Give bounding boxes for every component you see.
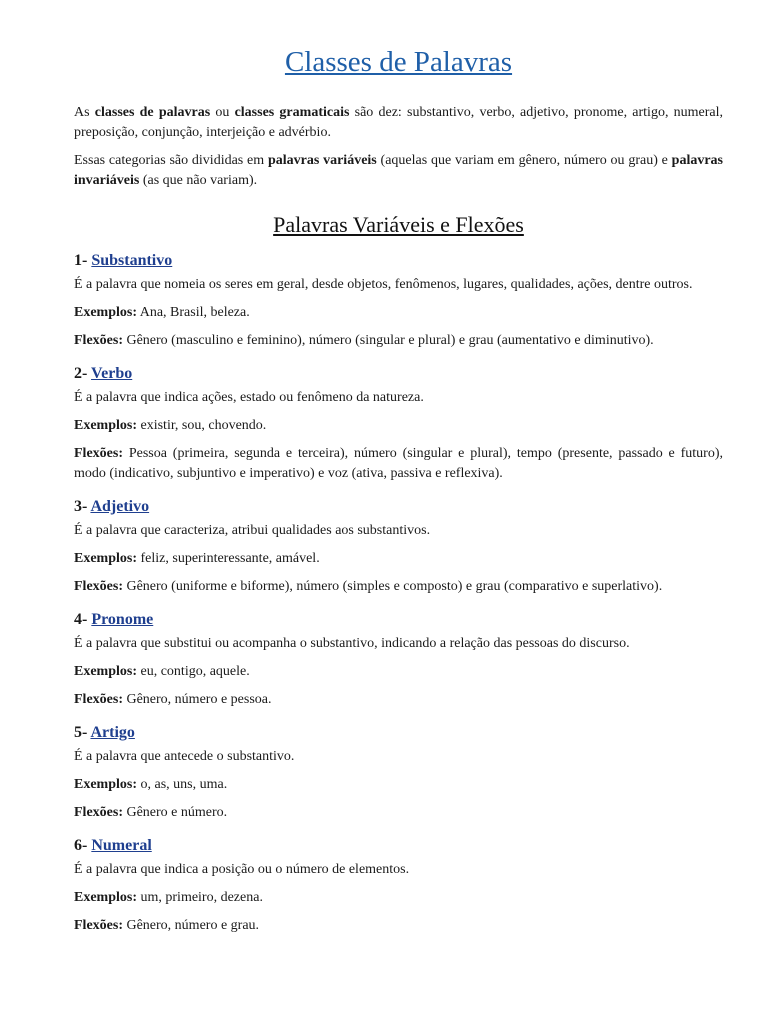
- section-flexions: [74, 803, 723, 823]
- section-examples: [74, 549, 723, 569]
- flexions-label: Flexões:: [74, 918, 123, 933]
- intro-bold-term: classes gramaticais: [234, 105, 350, 120]
- section-number: 2-: [74, 365, 92, 382]
- examples-label: Exemplos:: [74, 305, 137, 320]
- section-number: 1-: [74, 252, 92, 269]
- section-artigo: [74, 722, 723, 823]
- flexions-label: Flexões:: [74, 446, 123, 461]
- section-definition: É a palavra que substitui ou acompanha o substantivo, indicando a relação das pessoas do discurso.: [74, 636, 630, 651]
- examples-text: feliz, superinteressante, amável.: [137, 551, 320, 566]
- section-flexions: [74, 916, 723, 936]
- section-subtitle: Palavras Variáveis e Flexões: [273, 212, 524, 237]
- section-definition: É a palavra que antecede o substantivo.: [74, 749, 295, 764]
- section-definition: É a palavra que indica ações, estado ou fenômeno da natureza.: [74, 390, 424, 405]
- section-heading: [74, 835, 723, 857]
- section-numeral: [74, 835, 723, 936]
- section-heading: [74, 363, 723, 385]
- flexions-text: Gênero e número.: [122, 805, 228, 820]
- examples-label: Exemplos:: [74, 418, 137, 433]
- intro-paragraph-2: [74, 151, 723, 191]
- flexions-label: Flexões:: [74, 692, 123, 707]
- flexions-text: Gênero (uniforme e biforme), número (simples e composto) e grau (comparativo e superlativo).: [122, 579, 663, 594]
- section-examples: [74, 662, 723, 682]
- examples-text: o, as, uns, uma.: [137, 777, 228, 792]
- intro-text: As: [74, 105, 95, 120]
- section-examples: [74, 775, 723, 795]
- section-flexions: [74, 690, 723, 710]
- section-link-artigo[interactable]: Artigo: [90, 724, 135, 741]
- intro-text: Essas categorias são divididas em: [74, 153, 268, 168]
- intro-bold-term: palavras variáveis: [267, 153, 377, 168]
- flexions-text: Gênero, número e pessoa.: [122, 692, 272, 707]
- flexions-label: Flexões:: [74, 805, 123, 820]
- section-heading: [74, 722, 723, 744]
- flexions-text: Gênero (masculino e feminino), número (singular e plural) e grau (aumentativo e diminutivo).: [122, 333, 654, 348]
- intro-text: são dez: substantivo, verbo, adjetivo, pronome, artigo, numeral, preposição, conjunção, interjeição e advérbio.: [74, 105, 724, 140]
- section-link-substantivo[interactable]: Substantivo: [91, 252, 173, 269]
- flexions-label: Flexões:: [74, 333, 123, 348]
- examples-text: existir, sou, chovendo.: [137, 418, 267, 433]
- flexions-label: Flexões:: [74, 579, 123, 594]
- flexions-text: Pessoa (primeira, segunda e terceira), número (singular e plural), tempo (presente, passado e futuro), modo (indicativo, subjuntivo e imperativo) e voz (ativa, passiva e reflexiva).: [74, 446, 723, 481]
- examples-label: Exemplos:: [74, 664, 137, 679]
- section-adjetivo: [74, 496, 723, 597]
- flexions-text: Gênero, número e grau.: [122, 918, 260, 933]
- page-title: [74, 0, 723, 80]
- intro-paragraph-1: [74, 103, 723, 143]
- examples-label: Exemplos:: [74, 777, 137, 792]
- section-flexions: [74, 577, 723, 597]
- examples-text: eu, contigo, aquele.: [137, 664, 250, 679]
- examples-text: Ana, Brasil, beleza.: [137, 305, 250, 320]
- section-link-pronome[interactable]: Pronome: [91, 611, 154, 628]
- section-link-numeral[interactable]: Numeral: [91, 837, 152, 854]
- intro-text: (aquelas que variam em gênero, número ou grau) e: [376, 153, 672, 168]
- intro-bold-term: palavras invariáveis: [74, 153, 724, 188]
- examples-text: um, primeiro, dezena.: [137, 890, 263, 905]
- intro-text: ou: [210, 105, 235, 120]
- section-examples: [74, 888, 723, 908]
- title-link[interactable]: Classes de Palavras: [284, 46, 513, 78]
- section-substantivo: [74, 250, 723, 351]
- section-definition: É a palavra que caracteriza, atribui qualidades aos substantivos.: [74, 523, 431, 538]
- section-number: 6-: [74, 837, 92, 854]
- section-flexions: [74, 331, 723, 351]
- section-pronome: [74, 609, 723, 710]
- section-flexions: [74, 444, 723, 484]
- section-number: 5-: [74, 724, 91, 741]
- examples-label: Exemplos:: [74, 890, 137, 905]
- section-number: 4-: [74, 611, 92, 628]
- section-examples: [74, 303, 723, 323]
- section-definition: É a palavra que indica a posição ou o número de elementos.: [74, 862, 410, 877]
- examples-label: Exemplos:: [74, 551, 137, 566]
- intro-bold-term: classes de palavras: [94, 105, 211, 120]
- section-examples: [74, 416, 723, 436]
- intro-text: (as que não variam).: [139, 173, 258, 188]
- section-heading: [74, 609, 723, 631]
- section-heading: [74, 250, 723, 272]
- section-link-verbo[interactable]: Verbo: [91, 365, 133, 382]
- section-number: 3-: [74, 498, 91, 515]
- section-verbo: [74, 363, 723, 484]
- section-link-adjetivo[interactable]: Adjetivo: [90, 498, 150, 515]
- section-definition: É a palavra que nomeia os seres em geral, desde objetos, fenômenos, lugares, qualidades, ações, dentre outros.: [74, 277, 693, 292]
- section-heading: [74, 496, 723, 518]
